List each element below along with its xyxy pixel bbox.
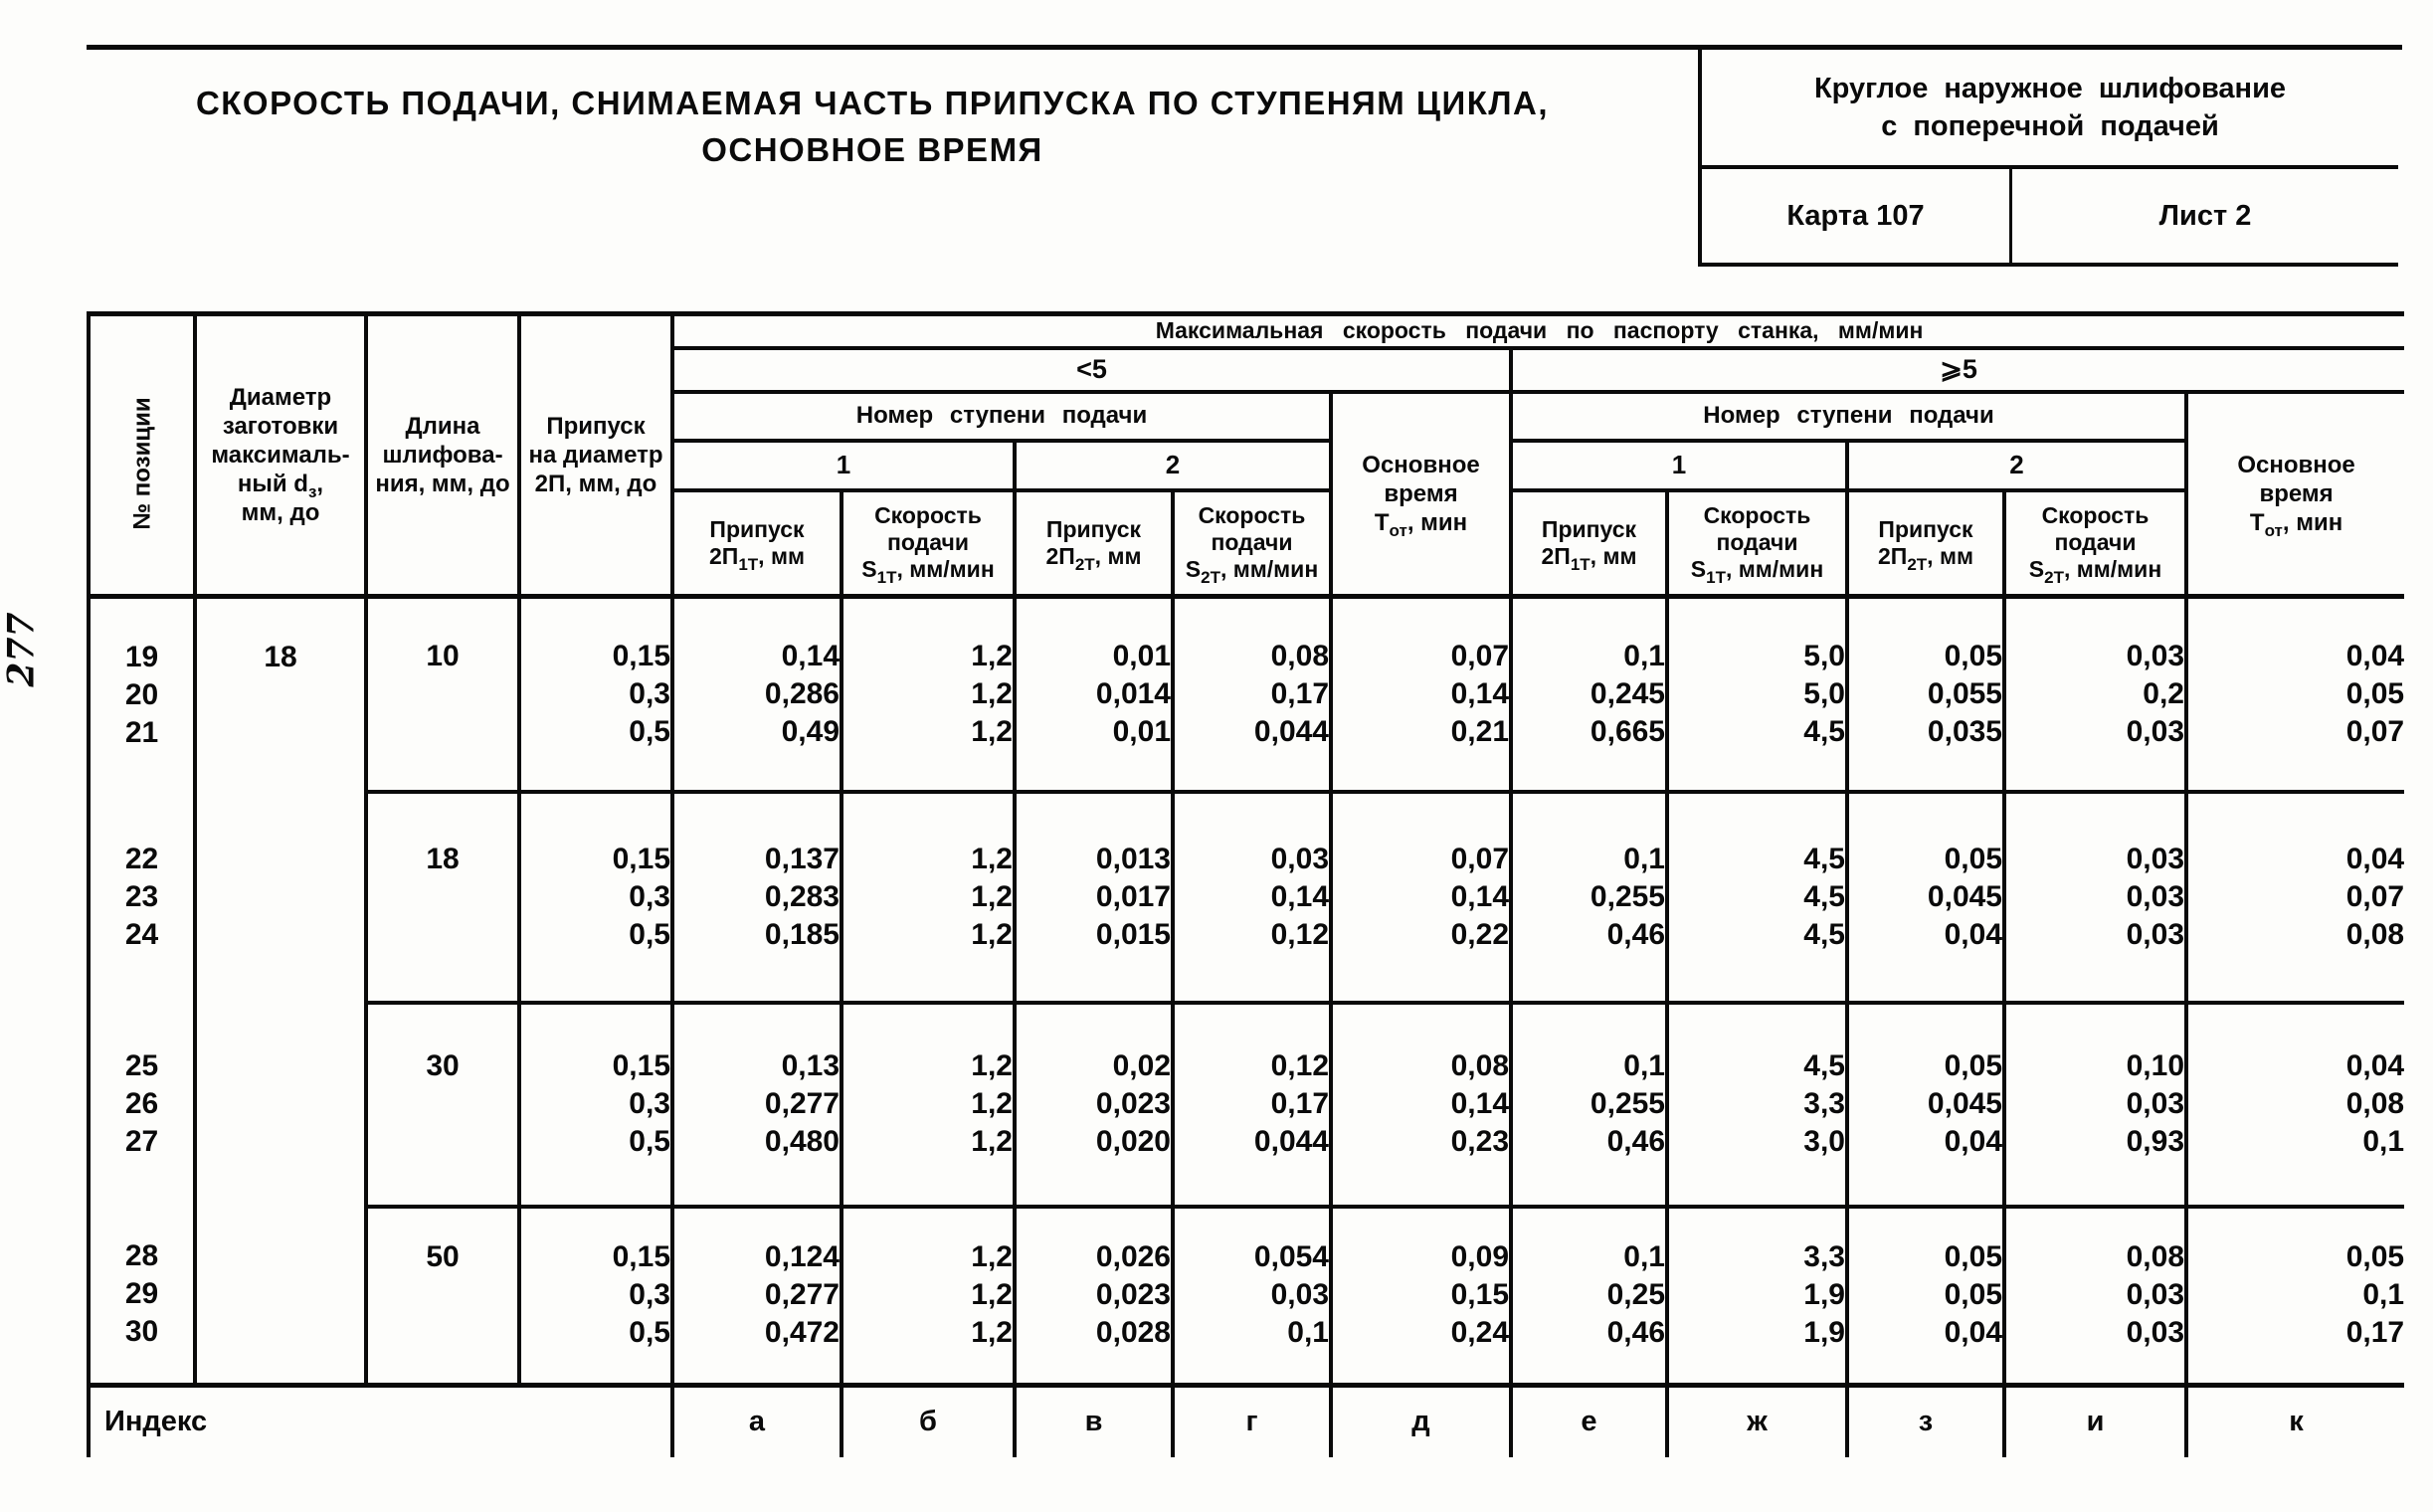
value-cell: 0,1 0,255 0,46 bbox=[1511, 792, 1667, 1003]
index-letter-cell: а bbox=[672, 1386, 842, 1457]
value-cell: 0,13 0,277 0,480 bbox=[672, 1003, 842, 1207]
card-number: Карта 107 bbox=[1702, 169, 2012, 263]
value-cell: 0,05 0,055 0,035 bbox=[1847, 597, 2004, 792]
index-letter-cell: ж bbox=[1667, 1386, 1847, 1457]
header-length-col: Длина шлифова- ния, мм, до bbox=[366, 314, 519, 597]
index-letter-cell: и bbox=[2004, 1386, 2186, 1457]
header-speed1-ge5: Скорость подачи $S_{1Т}$, мм/мин bbox=[1667, 490, 1847, 597]
card-info-box bbox=[1698, 50, 2398, 267]
value-cell: 0,07 0,14 0,22 bbox=[1331, 792, 1511, 1003]
header-group-lt5: <5 bbox=[672, 348, 1511, 392]
length-cell: 30 bbox=[366, 1003, 519, 1207]
diameter-cell bbox=[195, 792, 366, 1003]
value-cell: 0,15 0,3 0,5 bbox=[519, 1003, 672, 1207]
index-letter-cell: б bbox=[842, 1386, 1015, 1457]
value-cell: 0,05 0,1 0,17 bbox=[2186, 1207, 2404, 1386]
header-max-speed: Максимальная скорость подачи по паспорту станка, мм/мин bbox=[672, 314, 2404, 348]
data-group-row bbox=[89, 1003, 2404, 1207]
value-cell: 0,05 0,045 0,04 bbox=[1847, 792, 2004, 1003]
page-number-text: 277 bbox=[0, 612, 43, 687]
index-label: Индекс bbox=[89, 1386, 672, 1457]
header-position-col bbox=[89, 314, 195, 597]
value-cell: 4,5 4,5 4,5 bbox=[1667, 792, 1847, 1003]
header-speed2-lt5: Скорость подачи $S_{2Т}$, мм/мин bbox=[1173, 490, 1331, 597]
value-cell: 1,2 1,2 1,2 bbox=[842, 597, 1015, 792]
value-cell: 1,2 1,2 1,2 bbox=[842, 1003, 1015, 1207]
index-letter-cell: е bbox=[1511, 1386, 1667, 1457]
page-title-line2: ОСНОВНОЕ ВРЕМЯ bbox=[701, 131, 1043, 168]
header-position-label: № позиции bbox=[128, 397, 155, 530]
header-diameter-col: Диаметр заготовки максималь- ный $d_з$, мм, до bbox=[195, 314, 366, 597]
value-cell: 0,15 0,3 0,5 bbox=[519, 1207, 672, 1386]
value-cell: 3,3 1,9 1,9 bbox=[1667, 1207, 1847, 1386]
index-letter-cell: д bbox=[1331, 1386, 1511, 1457]
header-step2-ge5: 2 bbox=[1847, 441, 2186, 490]
header-allowance1-ge5: Припуск $2П_{1Т}$, мм bbox=[1511, 490, 1667, 597]
header-allowance-col: Припуск на диаметр 2П, мм, до bbox=[519, 314, 672, 597]
card-sheet-row bbox=[1702, 169, 2398, 263]
length-cell: 10 bbox=[366, 597, 519, 792]
value-cell: 0,04 0,08 0,1 bbox=[2186, 1003, 2404, 1207]
page-title-line1: СКОРОСТЬ ПОДАЧИ, СНИМАЕМАЯ ЧАСТЬ ПРИПУСКА ПО СТУПЕНЯМ ЦИКЛА, bbox=[195, 85, 1550, 121]
header-step1-lt5: 1 bbox=[672, 441, 1015, 490]
value-cell: 0,03 0,03 0,03 bbox=[2004, 792, 2186, 1003]
value-cell: 0,07 0,14 0,21 bbox=[1331, 597, 1511, 792]
value-cell: 0,013 0,017 0,015 bbox=[1015, 792, 1173, 1003]
diameter-cell: 18 bbox=[195, 597, 366, 792]
index-row bbox=[89, 1386, 2404, 1457]
page-number bbox=[0, 612, 72, 708]
value-cell: 4,5 3,3 3,0 bbox=[1667, 1003, 1847, 1207]
value-cell: 5,0 5,0 4,5 bbox=[1667, 597, 1847, 792]
header-step2-lt5: 2 bbox=[1015, 441, 1331, 490]
value-cell: 0,12 0,17 0,044 bbox=[1173, 1003, 1331, 1207]
header-speed1-lt5: Скорость подачи $S_{1Т}$, мм/мин bbox=[842, 490, 1015, 597]
value-cell: 0,10 0,03 0,93 bbox=[2004, 1003, 2186, 1207]
value-cell: 0,124 0,277 0,472 bbox=[672, 1207, 842, 1386]
index-letter-cell: к bbox=[2186, 1386, 2404, 1457]
position-cell: 28 29 30 bbox=[89, 1207, 195, 1386]
index-letter-cell: з bbox=[1847, 1386, 2004, 1457]
value-cell: 0,08 0,14 0,23 bbox=[1331, 1003, 1511, 1207]
value-cell: 0,04 0,07 0,08 bbox=[2186, 792, 2404, 1003]
value-cell: 0,137 0,283 0,185 bbox=[672, 792, 842, 1003]
value-cell: 0,09 0,15 0,24 bbox=[1331, 1207, 1511, 1386]
value-cell: 0,14 0,286 0,49 bbox=[672, 597, 842, 792]
position-cell: 22 23 24 bbox=[89, 792, 195, 1003]
header-allowance1-lt5: Припуск $2П_{1Т}$, мм bbox=[672, 490, 842, 597]
index-letter-cell: г bbox=[1173, 1386, 1331, 1457]
value-cell: 0,05 0,05 0,04 bbox=[1847, 1207, 2004, 1386]
value-cell: 0,08 0,17 0,044 bbox=[1173, 597, 1331, 792]
header-step-title-lt5: Номер ступени подачи bbox=[672, 392, 1331, 441]
value-cell: 0,01 0,014 0,01 bbox=[1015, 597, 1173, 792]
value-cell: 0,026 0,023 0,028 bbox=[1015, 1207, 1173, 1386]
operation-line1: Круглое наружное шлифование bbox=[1813, 73, 2287, 104]
diameter-cell bbox=[195, 1207, 366, 1386]
value-cell: 0,15 0,3 0,5 bbox=[519, 597, 672, 792]
index-letter-cell: в bbox=[1015, 1386, 1173, 1457]
header-step-title-ge5: Номер ступени подачи bbox=[1511, 392, 2186, 441]
header-speed2-ge5: Скорость подачи $S_{2Т}$, мм/мин bbox=[2004, 490, 2186, 597]
value-cell: 0,1 0,245 0,665 bbox=[1511, 597, 1667, 792]
sheet-number: Лист 2 bbox=[2158, 199, 2252, 232]
value-cell: 0,054 0,03 0,1 bbox=[1173, 1207, 1331, 1386]
value-cell: 0,04 0,05 0,07 bbox=[2186, 597, 2404, 792]
header-allowance2-lt5: Припуск $2П_{2Т}$, мм bbox=[1015, 490, 1173, 597]
value-cell: 1,2 1,2 1,2 bbox=[842, 792, 1015, 1003]
header-main-time-ge5: Основное время $Т_{от}$, мин bbox=[2186, 392, 2404, 597]
page-title bbox=[87, 80, 1658, 173]
operation-line2: с поперечной подачей bbox=[1881, 110, 2219, 142]
position-cell: 19 20 21 bbox=[89, 597, 195, 792]
header-main-time-lt5: Основное время $Т_{от}$, мин bbox=[1331, 392, 1511, 597]
value-cell: 0,08 0,03 0,03 bbox=[2004, 1207, 2186, 1386]
value-cell: 0,03 0,14 0,12 bbox=[1173, 792, 1331, 1003]
value-cell: 1,2 1,2 1,2 bbox=[842, 1207, 1015, 1386]
header-step1-ge5: 1 bbox=[1511, 441, 1847, 490]
header-allowance2-ge5: Припуск $2П_{2Т}$, мм bbox=[1847, 490, 2004, 597]
value-cell: 0,05 0,045 0,04 bbox=[1847, 1003, 2004, 1207]
data-table bbox=[87, 311, 2404, 1457]
data-group-row bbox=[89, 792, 2404, 1003]
value-cell: 0,1 0,255 0,46 bbox=[1511, 1003, 1667, 1207]
length-cell: 50 bbox=[366, 1207, 519, 1386]
header-group-ge5: ⩾5 bbox=[1511, 348, 2404, 392]
data-group-row bbox=[89, 597, 2404, 792]
value-cell: 0,02 0,023 0,020 bbox=[1015, 1003, 1173, 1207]
value-cell: 0,1 0,25 0,46 bbox=[1511, 1207, 1667, 1386]
operation-name bbox=[1702, 50, 2398, 169]
diameter-cell bbox=[195, 1003, 366, 1207]
value-cell: 0,03 0,2 0,03 bbox=[2004, 597, 2186, 792]
position-cell: 25 26 27 bbox=[89, 1003, 195, 1207]
length-cell: 18 bbox=[366, 792, 519, 1003]
data-group-row bbox=[89, 1207, 2404, 1386]
value-cell: 0,15 0,3 0,5 bbox=[519, 792, 672, 1003]
